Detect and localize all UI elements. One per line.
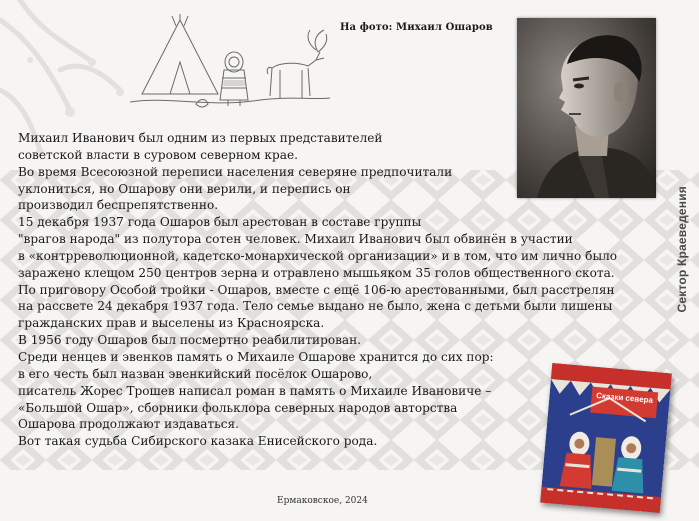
text-line: В 1956 году Ошаров был посмертно реабилитирован. [18,333,362,348]
text-line: в его честь был назван эвенкийский посёлок Ошарово, [18,366,373,381]
text-line: Михаил Иванович был одним из первых представителей [18,131,383,145]
text-line: заражено клещом 250 центров зерна и отравлено мышьяком 35 голов общественного скота. [18,265,615,280]
text-line: писатель Жорес Трошев написал роман в память о Михаиле Ивановиче – [18,383,492,398]
text-line: производил беспрепятственно. [18,198,219,213]
department-label: Сектор Краеведения [675,186,689,313]
footer-place-year: Ермаковское, 2024 [277,496,368,506]
text-line: По приговору Особой тройки - Ошаров, вместе с ещё 106-ю арестованными, был расстрелян [18,282,615,297]
text-line: Вот такая судьба Сибирского казака Енисейского рода. [18,434,378,449]
text-line: в «контрреволюционной, кадетско-монархической организации» и в том, что им лично было [18,248,618,263]
text-line: Ошарова продолжают издаваться. [18,417,240,432]
text-line: уклониться, но Ошарову они верили, и перепись он [18,181,351,196]
text-line: 15 декабря 1937 года Ошаров был арестован в составе группы [18,215,422,230]
text-line: советской власти в суровом северном крае. [18,147,298,162]
text-line: "врагов народа" из полутора сотен человек. Михаил Иванович был обвинён в участии [18,232,573,247]
text-line: «Большой Ошар», сборники фольклора северных народов авторства [18,400,458,415]
book-cover [540,363,672,513]
text-line: на рассвете 24 декабря 1937 года. Тело семье выдано не было, жена с детьми были лишены [18,299,613,314]
text-line: Среди ненцев и эвенков память о Михаиле Ошарове хранится до сих пор: [18,349,494,364]
text-line: гражданских прав и выселены из Красноярска. [18,316,325,331]
photo-caption: На фото: Михаил Ошаров [340,22,493,33]
tundra-illustration [130,12,330,114]
book-title: Сказки севера [595,390,654,405]
text-line: Во время Всесоюзной переписи населения северяне предпочитали [18,164,453,179]
